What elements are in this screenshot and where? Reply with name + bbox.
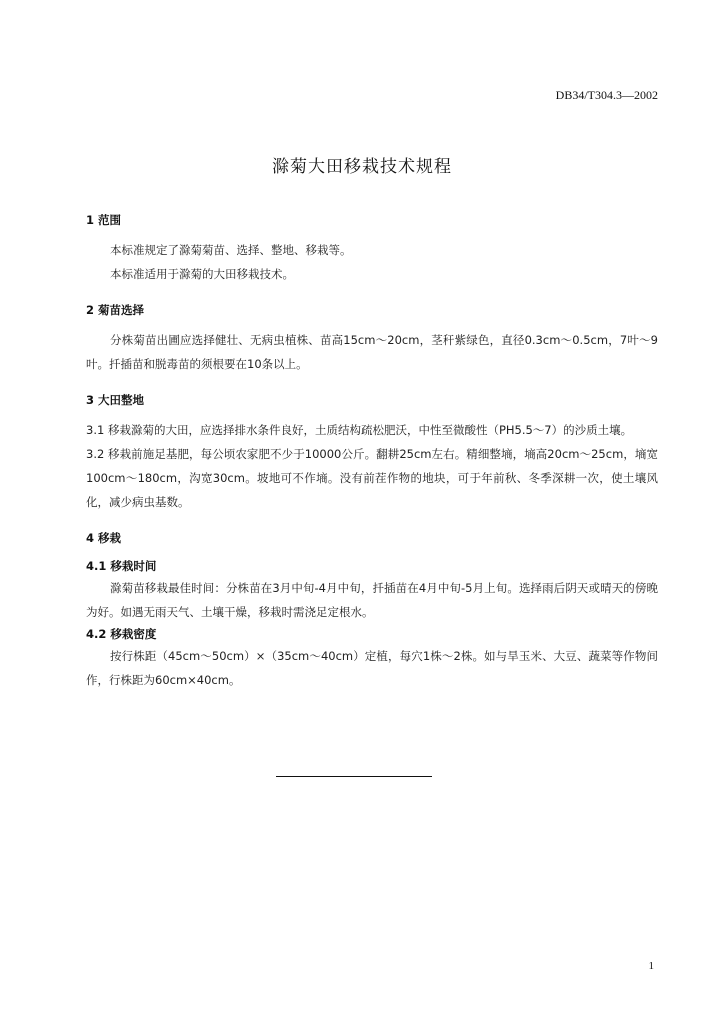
document-body [86, 210, 658, 692]
section-heading: 3 大田整地 [86, 393, 145, 407]
paragraph: 3.1 移栽滁菊的大田，应选择排水条件良好，土质结构疏松肥沃，中性至微酸性（PH5.5～7）的沙质土壤。 [86, 423, 633, 437]
end-rule [276, 776, 432, 777]
page-number: 1 [648, 960, 654, 972]
document-title: 滁菊大田移栽技术规程 [272, 157, 452, 177]
section-seedling-selection [86, 300, 658, 376]
paragraph: 本标准适用于滁菊的大田移栽技术。 [110, 267, 294, 281]
section-transplanting [86, 528, 658, 692]
paragraph: 3.2 移栽前施足基肥，每公顷农家肥不少于10000公斤。翻耕25cm左右。精细整墒，墒高20cm～25cm，墒宽100cm～180cm，沟宽30cm。坡地可不作墒。没有前茬作物的地块，可于年前秋、冬季深耕一次，使土壤风化，减少病虫基数。 [86, 447, 658, 509]
section-land-preparation [86, 390, 658, 514]
section-heading: 1 范围 [86, 213, 122, 227]
section-heading: 2 菊苗选择 [86, 303, 145, 317]
standard-code: DB34/T304.3—2002 [555, 88, 658, 102]
paragraph: 按行株距（45cm～50cm）×（35cm～40cm）定植，每穴1株～2株。如与旱玉米、大豆、蔬菜等作物间作，行株距为60cm×40cm。 [86, 649, 658, 687]
section-heading: 4 移栽 [86, 531, 122, 545]
paragraph: 本标准规定了滁菊菊苗、选择、整地、移栽等。 [110, 243, 352, 257]
subsection-heading: 4.1 移栽时间 [86, 559, 157, 573]
paragraph: 分株菊苗出圃应选择健壮、无病虫植株、苗高15cm～20cm，茎秆紫绿色，直径0.3cm～0.5cm，7叶～9叶。扦插苗和脱毒苗的须根要在10条以上。 [86, 333, 658, 371]
subsection-heading: 4.2 移栽密度 [86, 627, 157, 641]
paragraph: 滁菊苗移栽最佳时间：分株苗在3月中旬-4月中旬，扦插苗在4月中旬-5月上旬。选择雨后阴天或晴天的傍晚为好。如遇无雨天气、土壤干燥，移栽时需浇足定根水。 [86, 581, 658, 619]
section-scope [86, 210, 658, 286]
